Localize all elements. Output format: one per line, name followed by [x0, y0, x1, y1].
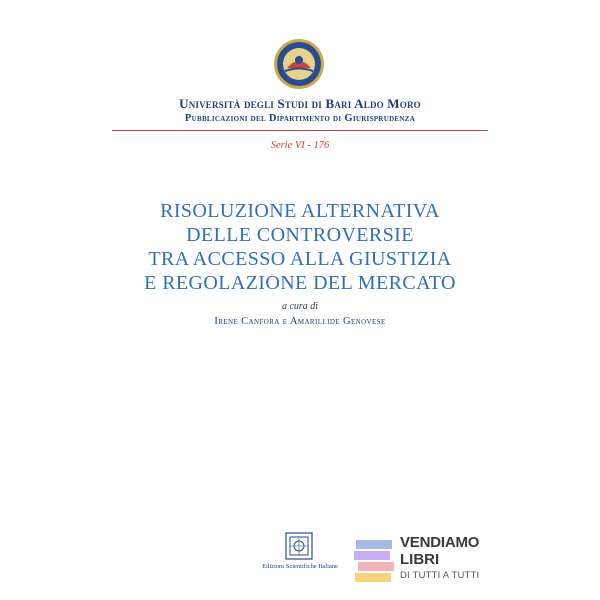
- editors-names: Irene Canfora e Amarillide Genovese: [214, 316, 386, 327]
- department-name: Pubblicazioni del Dipartimento di Giurisprudenza: [184, 113, 416, 124]
- publisher-logo-icon: [285, 532, 313, 560]
- curated-by-label: a cura di: [281, 301, 319, 312]
- university-seal-icon: [273, 38, 325, 90]
- watermark-tagline: DI TUTTI A TUTTI: [400, 570, 480, 581]
- university-name: Università degli Studi di Bari Aldo Moro: [179, 96, 421, 111]
- header-divider: [112, 130, 488, 131]
- series-number: Serie VI - 176: [270, 140, 330, 151]
- title-line: E REGOLAZIONE DEL MERCATO: [144, 272, 456, 294]
- title-line: RISOLUZIONE ALTERNATIVA: [160, 200, 440, 222]
- publisher-name: Edizioni Scientifiche Italiane: [262, 563, 338, 570]
- books-stack-icon: [352, 538, 396, 586]
- book-title: [0, 199, 600, 295]
- watermark-line: VENDIAMO: [400, 534, 480, 551]
- vendiamo-libri-watermark: [400, 535, 479, 581]
- title-line: DELLE CONTROVERSIE: [186, 224, 414, 246]
- watermark-line: LIBRI: [400, 551, 440, 568]
- title-line: TRA ACCESSO ALLA GIUSTIZIA: [148, 248, 452, 270]
